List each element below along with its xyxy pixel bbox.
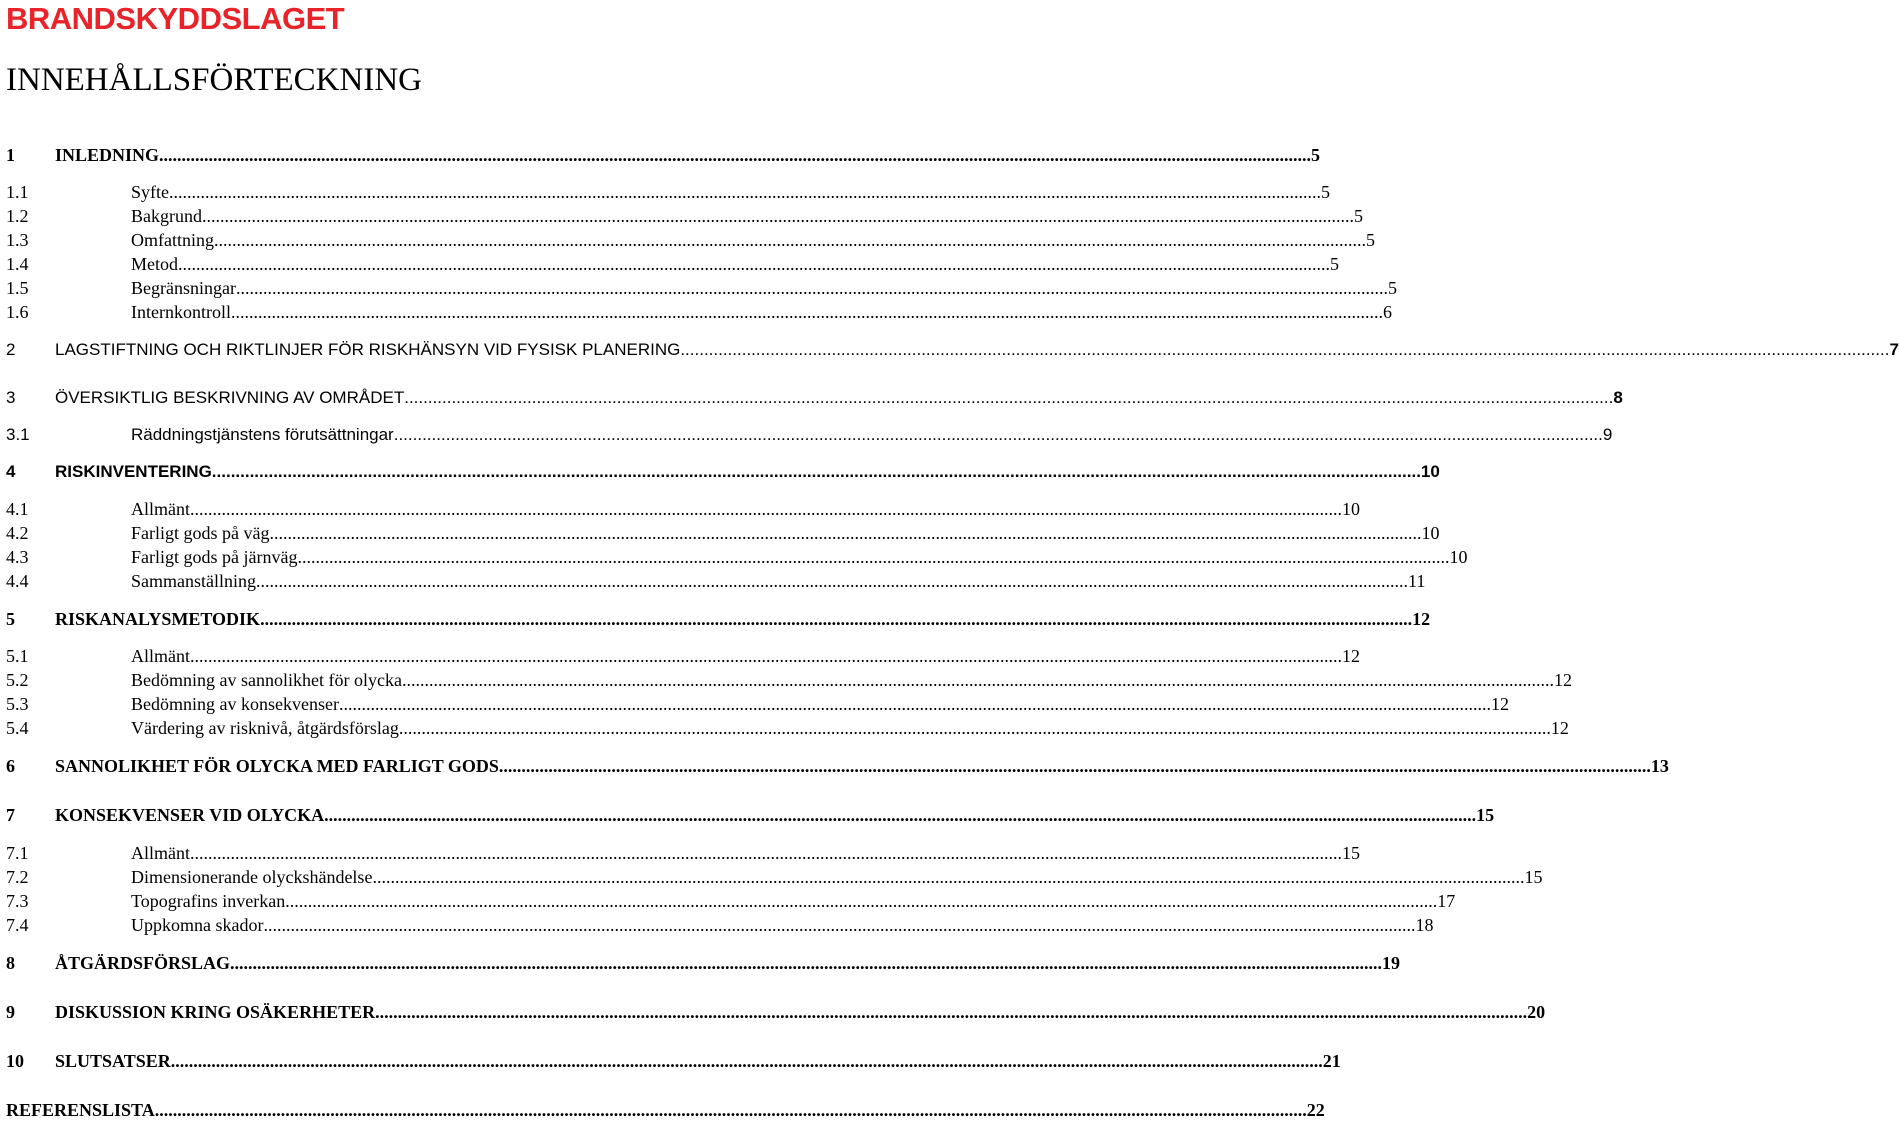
toc-entry-page: 15 bbox=[1342, 843, 1360, 863]
toc-entry[interactable] bbox=[6, 755, 1669, 777]
toc-entry[interactable] bbox=[6, 424, 1613, 446]
toc-dot-leader bbox=[339, 693, 1491, 715]
toc-entry-title: Farligt gods på väg bbox=[131, 523, 270, 543]
brand-logo: BRANDSKYDDSLAGET bbox=[6, 1, 345, 36]
toc-entry-title: Värdering av risknivå, åtgärdsförslag bbox=[131, 718, 399, 738]
toc-entry[interactable] bbox=[6, 205, 1363, 227]
toc-entry-page: 15 bbox=[1476, 805, 1495, 825]
toc-dot-leader bbox=[256, 570, 1408, 592]
toc-entry-number: 8 bbox=[6, 953, 15, 973]
toc-dot-leader bbox=[190, 842, 1342, 864]
toc-dot-leader bbox=[680, 339, 1889, 361]
toc-entry-page: 22 bbox=[1306, 1100, 1325, 1120]
toc-dot-leader bbox=[375, 1001, 1527, 1023]
toc-entry-title: Allmänt bbox=[131, 646, 190, 666]
toc-entry-number: 5 bbox=[6, 609, 15, 629]
toc-entry-number: 1.2 bbox=[6, 206, 29, 226]
toc-dot-leader bbox=[171, 1050, 1323, 1072]
toc-entry-number: 7 bbox=[6, 805, 15, 825]
toc-entry-title: INLEDNING bbox=[55, 145, 160, 165]
toc-entry-page: 15 bbox=[1524, 867, 1543, 887]
toc-entry[interactable] bbox=[6, 498, 1360, 520]
toc-entry-number: 9 bbox=[6, 1002, 15, 1022]
toc-entry-page: 5 bbox=[1366, 230, 1375, 250]
toc-entry-title: Topografins inverkan bbox=[131, 891, 286, 911]
toc-dot-leader bbox=[236, 277, 1388, 299]
toc-entry-page: 10 bbox=[1421, 523, 1440, 543]
toc-dot-leader bbox=[297, 546, 1449, 568]
toc-entry-page: 5 bbox=[1321, 182, 1330, 202]
toc-dot-leader bbox=[212, 461, 1421, 483]
toc-entry[interactable] bbox=[6, 608, 1431, 630]
toc-entry-title: RISKINVENTERING bbox=[55, 462, 212, 481]
toc-entry-number: 4.1 bbox=[6, 499, 29, 519]
toc-dot-leader bbox=[169, 181, 1321, 203]
toc-entry-page: 8 bbox=[1613, 388, 1623, 407]
toc-entry-number: 1 bbox=[6, 145, 15, 165]
toc-entry-page: 20 bbox=[1527, 1002, 1546, 1022]
toc-entry-number: 7.2 bbox=[6, 867, 29, 887]
toc-entry-number: 4.2 bbox=[6, 523, 29, 543]
toc-entry[interactable] bbox=[6, 669, 1572, 691]
toc-entry-number: 7.1 bbox=[6, 843, 29, 863]
toc-dot-leader bbox=[399, 717, 1551, 739]
toc-entry[interactable] bbox=[6, 804, 1495, 826]
toc-entry[interactable] bbox=[6, 522, 1440, 544]
toc-entry-page: 13 bbox=[1650, 756, 1669, 776]
toc-entry-page: 12 bbox=[1490, 694, 1509, 714]
toc-entry[interactable] bbox=[6, 301, 1392, 323]
toc-entry-page: 12 bbox=[1412, 609, 1431, 629]
toc-entry-title: Dimensionerande olyckshändelse bbox=[131, 867, 373, 887]
toc-entry-page: 9 bbox=[1602, 425, 1613, 444]
toc-entry-title: Bedömning av konsekvenser bbox=[131, 694, 339, 714]
toc-entry-number: 1.3 bbox=[6, 230, 29, 250]
toc-entry-number: 2 bbox=[6, 340, 16, 359]
toc-dot-leader bbox=[214, 229, 1366, 251]
toc-entry[interactable] bbox=[6, 253, 1339, 275]
toc-entry[interactable] bbox=[6, 866, 1543, 888]
toc-entry-title: Bakgrund bbox=[131, 206, 202, 226]
page-title: INNEHÅLLSFÖRTECKNING bbox=[6, 62, 422, 98]
toc-dot-leader bbox=[285, 890, 1437, 912]
toc-dot-leader bbox=[178, 253, 1330, 275]
toc-entry-title: SLUTSATSER bbox=[55, 1051, 171, 1071]
toc-entry-page: 19 bbox=[1382, 953, 1401, 973]
toc-entry-number: 5.3 bbox=[6, 694, 29, 714]
toc-dot-leader bbox=[190, 645, 1342, 667]
toc-entry-page: 12 bbox=[1342, 646, 1360, 666]
toc-entry-title: SANNOLIKHET FÖR OLYCKA MED FARLIGT GODS bbox=[55, 756, 499, 776]
toc-entry-title: Farligt gods på järnväg bbox=[131, 547, 298, 567]
toc-entry-page: 17 bbox=[1437, 891, 1456, 911]
toc-entry[interactable] bbox=[6, 277, 1397, 299]
toc-entry-title: KONSEKVENSER VID OLYCKA bbox=[55, 805, 325, 825]
toc-entry[interactable] bbox=[6, 952, 1401, 974]
toc-entry[interactable] bbox=[6, 144, 1321, 166]
toc-entry-title: Uppkomna skador bbox=[131, 915, 264, 935]
toc-entry-page: 10 bbox=[1449, 547, 1468, 567]
toc-entry-title: DISKUSSION KRING OSÄKERHETER bbox=[55, 1002, 376, 1022]
toc-entry-title: Internkontroll bbox=[131, 302, 231, 322]
toc-entry-number: 6 bbox=[6, 756, 15, 776]
toc-entry-page: 5 bbox=[1354, 206, 1363, 226]
toc-dot-leader bbox=[159, 144, 1311, 166]
toc-entry[interactable] bbox=[6, 570, 1426, 592]
toc-entry[interactable] bbox=[6, 914, 1434, 936]
toc-entry-title: Syfte bbox=[131, 182, 169, 202]
toc-entry-number: 3.1 bbox=[6, 425, 30, 444]
toc-entry-number: 4.4 bbox=[6, 571, 29, 591]
toc-entry[interactable] bbox=[6, 1099, 1325, 1121]
toc-entry-number: 4 bbox=[6, 462, 16, 481]
toc-entry-title: Allmänt bbox=[131, 499, 190, 519]
toc-entry[interactable] bbox=[6, 387, 1623, 409]
toc-dot-leader bbox=[394, 424, 1603, 446]
toc-entry-title: Bedömning av sannolikhet för olycka bbox=[131, 670, 402, 690]
toc-dot-leader bbox=[230, 952, 1382, 974]
toc-entry-number: 5.4 bbox=[6, 718, 29, 738]
toc-entry-number: 1.6 bbox=[6, 302, 29, 322]
toc-dot-leader bbox=[404, 387, 1613, 409]
toc-entry-title: ÅTGÄRDSFÖRSLAG bbox=[55, 953, 231, 973]
toc-dot-leader bbox=[402, 669, 1554, 691]
toc-entry-page: 7 bbox=[1889, 340, 1899, 359]
toc-dot-leader bbox=[372, 866, 1524, 888]
toc-dot-leader bbox=[324, 804, 1476, 826]
toc-entry-title: Metod bbox=[131, 254, 178, 274]
toc-entry-number: 1.1 bbox=[6, 182, 29, 202]
toc-entry[interactable] bbox=[6, 1050, 1341, 1072]
toc-dot-leader bbox=[260, 608, 1412, 630]
toc-entry-page: 11 bbox=[1408, 571, 1426, 591]
toc-entry-number: 10 bbox=[6, 1051, 24, 1071]
toc-entry-number: 5.2 bbox=[6, 670, 29, 690]
toc-entry-page: 10 bbox=[1342, 499, 1360, 519]
toc-entry-number: 3 bbox=[6, 388, 16, 407]
toc-entry-page: 18 bbox=[1415, 915, 1434, 935]
toc-entry[interactable] bbox=[6, 339, 1899, 361]
toc-entry-page: 10 bbox=[1420, 462, 1440, 481]
toc-entry-title: RISKANALYSMETODIK bbox=[55, 609, 261, 629]
toc-entry-title: Räddningstjänstens förutsättningar bbox=[131, 425, 394, 444]
toc-entry[interactable] bbox=[6, 890, 1456, 912]
toc-entry-title: Sammanställning bbox=[131, 571, 256, 591]
toc-entry-title: LAGSTIFTNING OCH RIKTLINJER FÖR RISKHÄNSYN VID FYSISK PLANERING bbox=[55, 340, 681, 359]
toc-dot-leader bbox=[499, 755, 1651, 777]
toc-dot-leader bbox=[263, 914, 1415, 936]
toc-entry-title: REFERENSLISTA bbox=[6, 1100, 155, 1120]
toc-entry-page: 12 bbox=[1553, 670, 1572, 690]
toc-dot-leader bbox=[231, 301, 1383, 323]
toc-entry-title: Begränsningar bbox=[131, 278, 236, 298]
toc-entry-number: 1.4 bbox=[6, 254, 29, 274]
toc-entry-title: ÖVERSIKTLIG BESKRIVNING AV OMRÅDET bbox=[55, 388, 405, 407]
toc-dot-leader bbox=[155, 1099, 1307, 1121]
toc-entry-number: 5.1 bbox=[6, 646, 29, 666]
toc-dot-leader bbox=[269, 522, 1421, 544]
toc-entry-page: 6 bbox=[1382, 302, 1392, 322]
toc-dot-leader bbox=[202, 205, 1354, 227]
toc-entry-number: 4.3 bbox=[6, 547, 29, 567]
toc-entry[interactable] bbox=[6, 1001, 1546, 1023]
toc-entry[interactable] bbox=[6, 693, 1509, 715]
toc-entry-title: Omfattning bbox=[131, 230, 214, 250]
toc-entry-page: 5 bbox=[1387, 278, 1397, 298]
toc-entry-page: 5 bbox=[1311, 145, 1321, 165]
toc-entry-title: Allmänt bbox=[131, 843, 190, 863]
toc-entry[interactable] bbox=[6, 717, 1569, 739]
toc-entry[interactable] bbox=[6, 461, 1440, 483]
toc-entry-number: 1.5 bbox=[6, 278, 29, 298]
toc-entry-page: 5 bbox=[1330, 254, 1339, 274]
toc-entry-number: 7.4 bbox=[6, 915, 29, 935]
toc-entry[interactable] bbox=[6, 181, 1330, 203]
toc-entry[interactable] bbox=[6, 842, 1360, 864]
toc-dot-leader bbox=[190, 498, 1342, 520]
toc-entry-number: 7.3 bbox=[6, 891, 29, 911]
toc-entry[interactable] bbox=[6, 645, 1360, 667]
toc-entry-page: 21 bbox=[1322, 1051, 1341, 1071]
toc-entry[interactable] bbox=[6, 229, 1375, 251]
toc-entry[interactable] bbox=[6, 546, 1468, 568]
toc-entry-page: 12 bbox=[1550, 718, 1569, 738]
